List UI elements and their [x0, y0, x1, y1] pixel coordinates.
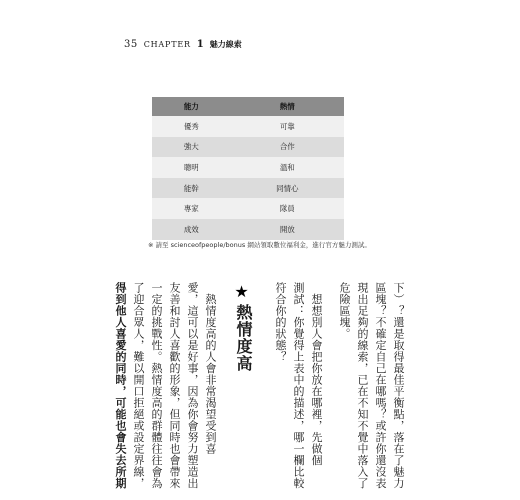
table-cell: 強大 [152, 137, 231, 158]
body-line: 了迎合眾人，難以開口拒絕或設定界線， [132, 282, 145, 489]
table-row [152, 178, 344, 199]
star-icon: ★ [232, 282, 251, 302]
table-row [152, 198, 344, 219]
body-line-emphasis: 得到他人喜愛的同時，可能也會失去所期 [114, 282, 127, 489]
body-line: 區塊？不確定自己在哪嗎？或許你還沒表 [374, 282, 387, 489]
table-cell: 成效 [152, 219, 231, 240]
chapter-label: CHAPTER [143, 40, 191, 49]
body-line: 熱情度高的人會非常渴望受到喜 [204, 282, 217, 455]
table-cell: 同情心 [231, 178, 344, 199]
chapter-title: 魅力線索 [209, 40, 242, 49]
table-row [152, 116, 344, 137]
page-number: 35 [124, 39, 138, 50]
footnote: ※ 請至 scienceofpeople/bonus 網站領取數位福利金，進行官方魅力測試。 [148, 241, 371, 249]
table-row [152, 137, 344, 158]
column-header-warmth: 熱情 [231, 97, 344, 116]
table-row [152, 157, 344, 178]
body-line: 愛，這可以是好事，因為你會努力塑造出 [186, 282, 199, 489]
table-cell: 合作 [231, 137, 344, 158]
table-header-row [152, 97, 344, 116]
body-line: 危險區塊。 [338, 282, 351, 340]
chapter-number: 1 [196, 39, 204, 50]
body-line: 友善和討人喜歡的形象，但同時也會帶來 [168, 282, 181, 489]
body-line: 下）？還是取得最佳平衡點，落在了魅力 [392, 282, 405, 489]
page-header [124, 39, 242, 50]
table-cell: 溫和 [231, 157, 344, 178]
table-cell: 能幹 [152, 178, 231, 199]
table-cell: 優秀 [152, 116, 231, 137]
traits-table [152, 97, 344, 240]
body-line: 符合你的狀態？ [274, 282, 287, 363]
table-cell: 隊員 [231, 198, 344, 219]
body-line: 測試：你覺得上表中的描述，哪一欄比較 [292, 282, 305, 489]
table-cell: 開放 [231, 219, 344, 240]
body-line: 想想別人會把你放在哪裡，先做個 [310, 282, 323, 466]
table-cell: 可靠 [231, 116, 344, 137]
table-cell: 專家 [152, 198, 231, 219]
table-cell: 聰明 [152, 157, 231, 178]
column-header-ability: 能力 [152, 97, 231, 116]
table-row [152, 219, 344, 240]
section-heading: 熱情度高 [234, 304, 253, 372]
body-line: 一定的挑戰性。熱情度高的群體往往會為 [150, 282, 163, 489]
body-line: 現出足夠的線索，已在不知不覺中落入了 [356, 282, 369, 489]
